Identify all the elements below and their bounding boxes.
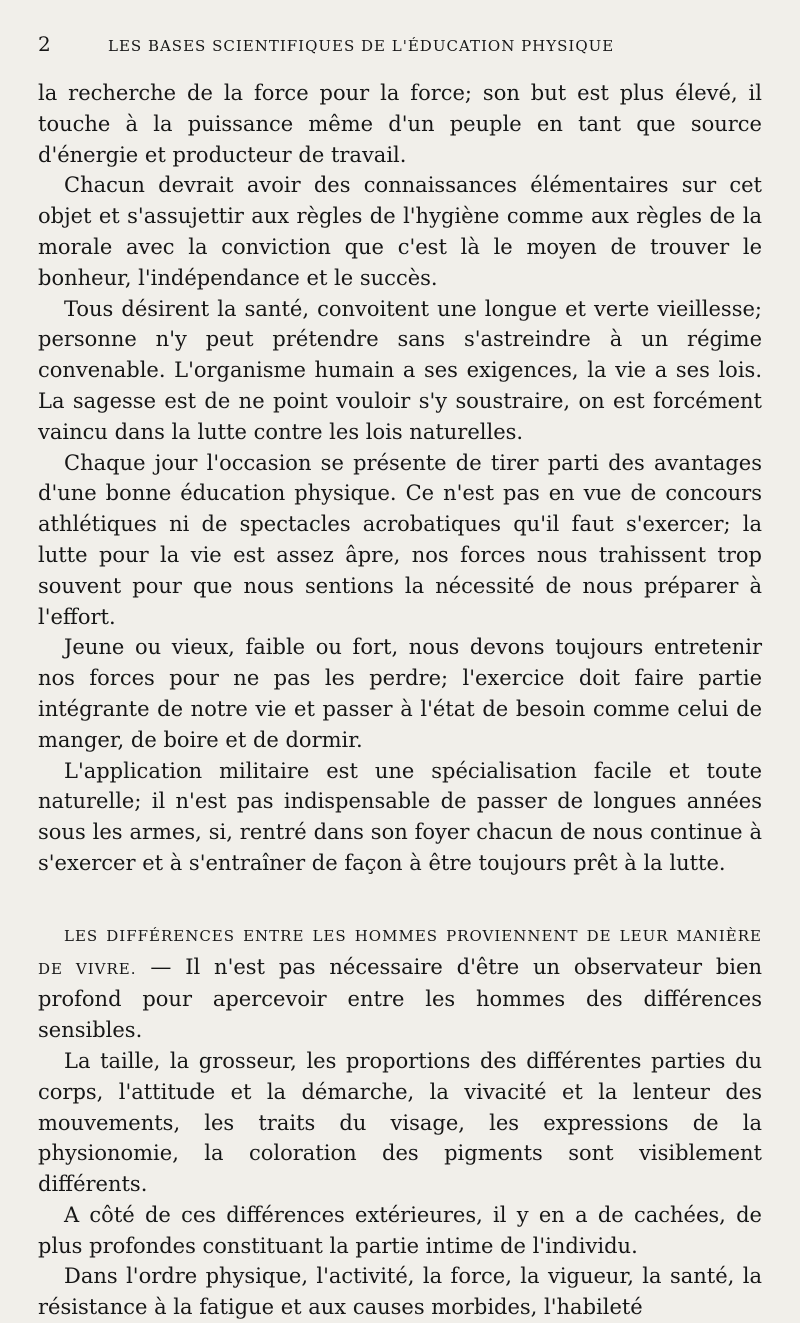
paragraph: Dans l'ordre physique, l'activité, la force, la vigueur, la santé, la résistance à la fatigue et aux causes morbides, l'habileté <box>38 1264 762 1320</box>
paragraph: A côté de ces différences extérieures, il y en a de cachées, de plus profondes constituant la partie intime de l'individu. <box>38 1202 762 1258</box>
running-header <box>38 32 762 62</box>
paragraph: Jeune ou vieux, faible ou fort, nous devons toujours entretenir nos forces pour ne pas les perdre; l'exercice doit faire partie intégrante de notre vie et passer à l'état de besoin comme celui de manger, de boire et de dormir. <box>38 635 762 752</box>
paragraph-continuation: la recherche de la force pour la force; son but est plus élevé, il touche à la puissance même d'un peuple en tant que source d'énergie et producteur de travail. <box>38 81 762 167</box>
section-heading: LES DIFFÉRENCES ENTRE LES HOMMES PROVIENNENT DE LEUR MANIÈRE DE VIVRE. <box>38 926 762 978</box>
paragraph: Tous désirent la santé, convoitent une longue et verte vieillesse; personne n'y peut prétendre sans s'astreindre à un régime convenable. L'organisme humain a ses exigences, la vie a ses lois. La sagesse est de ne point vouloir s'y soustraire, on est forcément vaincu dans la lutte contre les lois naturelles. <box>38 296 762 444</box>
paragraph: La taille, la grosseur, les proportions des différentes parties du corps, l'attitude et la démarche, la vivacité et la lenteur des mouvements, les traits du visage, les expressions de la physionomie, la coloration des pigments sont visiblement différents. <box>38 1048 762 1197</box>
running-title: LES BASES SCIENTIFIQUES DE L'ÉDUCATION PHYSIQUE <box>108 37 615 55</box>
paragraph: L'application militaire est une spécialisation facile et toute naturelle; il n'est pas indispensable de passer de longues années sous les armes, si, rentré dans son foyer chacun de nous continue à s'exercer et à s'entraîner de façon à être toujours prêt à la lutte. <box>38 758 762 875</box>
body-text <box>38 78 762 1323</box>
page-number: 2 <box>38 32 51 56</box>
section-text: — Il n'est pas nécessaire d'être un observateur bien profond pour apercevoir entre les hommes des différences sensibles. <box>38 954 762 1043</box>
paragraph: Chacun devrait avoir des connaissances élémentaires sur cet objet et s'assujettir aux règles de l'hygiène comme aux règles de la morale avec la conviction que c'est là le moyen de trouver le bonheur, l'indépendance et le succès. <box>38 173 762 290</box>
paragraph: Chaque jour l'occasion se présente de tirer parti des avantages d'une bonne éducation physique. Ce n'est pas en vue de concours athlétiques ni de spectacles acrobatiques qu'il faut s'exercer; la lutte pour la vie est assez âpre, nos forces nous trahissent trop souvent pour que nous sentions la nécessité de nous préparer à l'effort. <box>38 450 762 629</box>
section-paragraph <box>38 919 762 1046</box>
